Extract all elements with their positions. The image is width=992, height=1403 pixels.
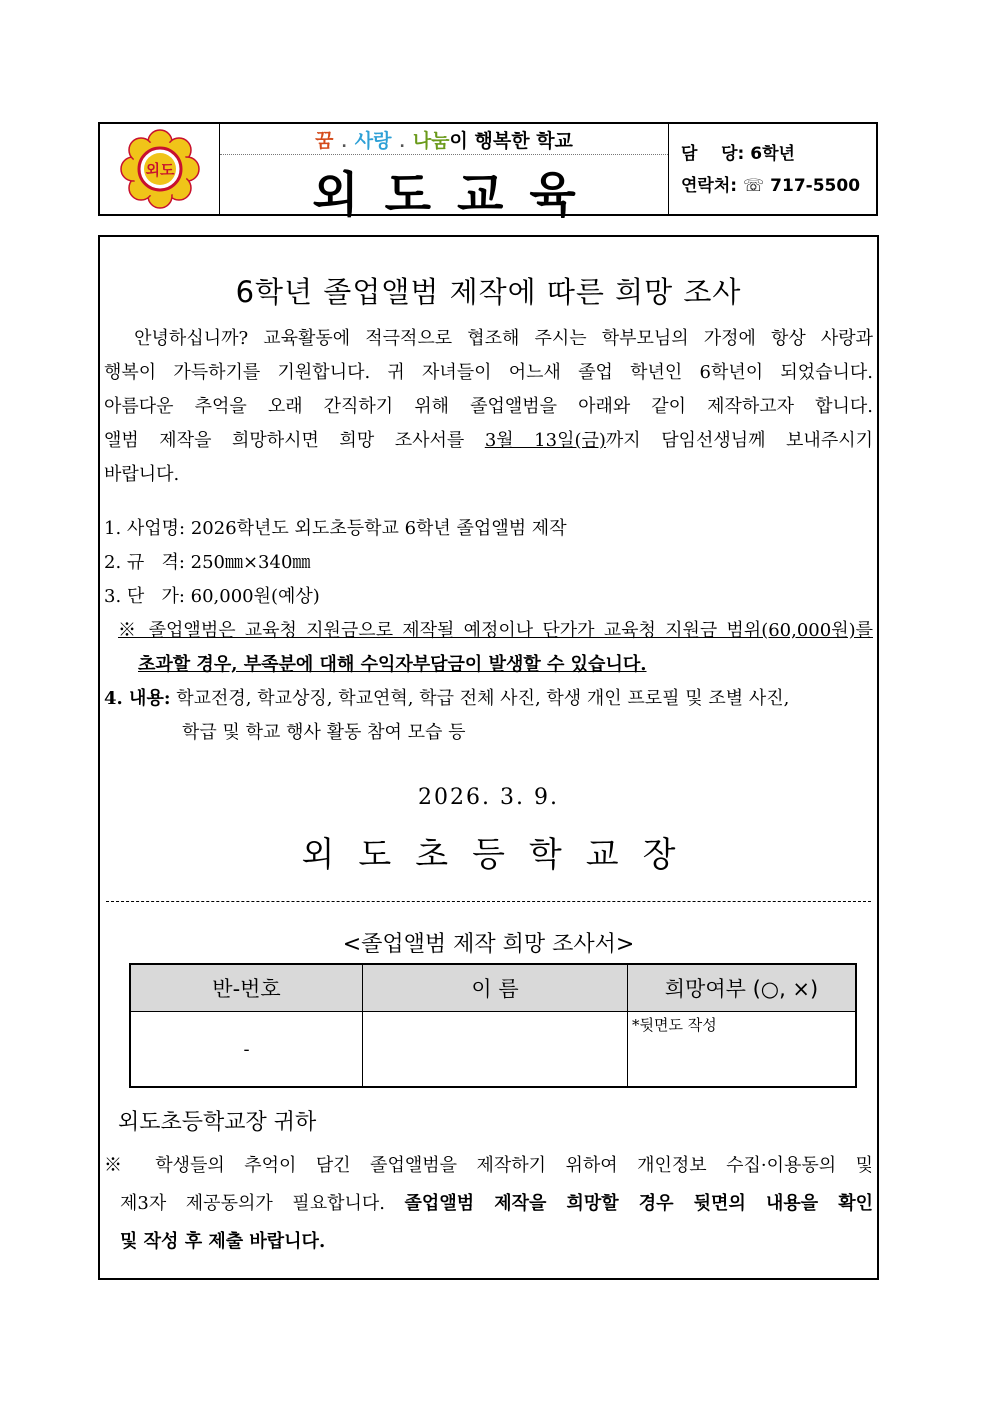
cut-line — [106, 901, 871, 902]
notice-date: 2026. 3. 9. — [418, 785, 559, 810]
list-item: 2. 규 격: 250㎜×340㎜ — [104, 552, 311, 573]
slogan-love: 사랑 — [354, 130, 392, 152]
col-preference: 희망여부 (○, ×) — [628, 964, 857, 1012]
list-item: 4. 내용: 학교전경, 학교상징, 학교연혁, 학급 전체 사진, 학생 개인 프로필 및 조별 사진, — [104, 688, 790, 709]
privacy-line: 제3자 제공동의가 필요합니다. 졸업앨범 제작을 희망할 경우 뒷면의 내용을 확인 — [120, 1193, 873, 1214]
list-item: 3. 단 가: 60,000원(예상) — [104, 586, 320, 607]
school-name: 외도교육 — [312, 167, 602, 223]
school-slogan — [220, 126, 668, 153]
school-emblem-icon — [114, 129, 206, 209]
letterhead — [98, 122, 878, 223]
col-name: 이 름 — [363, 964, 628, 1012]
slogan-rest: 이 행복한 학교 — [449, 130, 573, 152]
privacy-line: ※ 학생들의 추억이 담긴 졸업앨범을 제작하기 위하여 개인정보 수집·이용동의 및 — [104, 1155, 873, 1176]
subsidy-note: ※ 졸업앨범은 교육청 지원금으로 제작될 예정이나 단가가 교육청 지원금 범위(60,000원)를 — [118, 620, 873, 641]
name-field[interactable] — [363, 1012, 628, 1088]
subsidy-note-cont: 초과할 경우, 부족분에 대해 수익자부담금이 발생할 수 있습니다. — [138, 654, 647, 675]
slogan-share: 나눔 — [412, 130, 450, 152]
class-number-field[interactable]: - — [130, 1012, 363, 1088]
para-line: 아름다운 추억을 오래 간직하기 위해 졸업앨범을 아래와 같이 제작하고자 합니다. — [104, 396, 873, 417]
col-class-number: 반-번호 — [130, 964, 363, 1012]
greeting-paragraph — [104, 322, 873, 492]
para-line: 바랍니다. — [104, 464, 180, 485]
survey-table — [129, 963, 857, 1088]
page-title: 6학년 졸업앨범 제작에 따른 희망 조사 — [235, 275, 742, 309]
contact-charge: 담 당: 6학년 — [681, 144, 795, 164]
table-header-row — [130, 964, 856, 1012]
contact-phone: 연락처: ☏ 717-5500 — [681, 176, 861, 196]
contact-info — [669, 124, 876, 214]
project-details — [104, 512, 873, 750]
slogan-dot: . — [399, 135, 405, 151]
title-cell — [220, 124, 669, 223]
principal-signature: 외도초등학교장 — [301, 835, 700, 875]
para-line: 안녕하십니까? 교육활동에 적극적으로 협조해 주시는 학부모님의 가정에 항상 사랑과 — [104, 328, 873, 349]
svg-text:외도: 외도 — [145, 161, 174, 179]
privacy-line: 및 작성 후 제출 바랍니다. — [120, 1231, 326, 1252]
para-line: 행복이 가득하기를 기원합니다. 귀 자녀들이 어느새 졸업 학년인 6학년이 되었습니다. — [104, 362, 873, 383]
slogan-underline — [220, 154, 668, 155]
list-item-cont: 학급 및 학교 행사 활동 참여 모습 등 — [182, 722, 466, 743]
slogan-dot: . — [341, 135, 347, 151]
list-item: 1. 사업명: 2026학년도 외도초등학교 6학년 졸업앨범 제작 — [104, 518, 567, 539]
para-line: 앨범 제작을 희망하시면 희망 조사서를 3월 13일(금)까지 담임선생님께 보내주시기 — [104, 430, 873, 451]
school-logo — [100, 124, 220, 214]
addressee: 외도초등학교장 귀하 — [118, 1110, 317, 1135]
preference-field[interactable] — [628, 1012, 857, 1088]
form-title: <졸업앨범 제작 희망 조사서> — [342, 932, 635, 957]
slogan-dream: 꿈 — [315, 130, 334, 152]
deadline-date: 3월 13일(금) — [484, 430, 606, 451]
table-row — [130, 1012, 856, 1088]
notice-body — [98, 235, 879, 1280]
privacy-notice — [104, 1147, 873, 1261]
backside-note: *뒷면도 작성 — [632, 1016, 717, 1034]
